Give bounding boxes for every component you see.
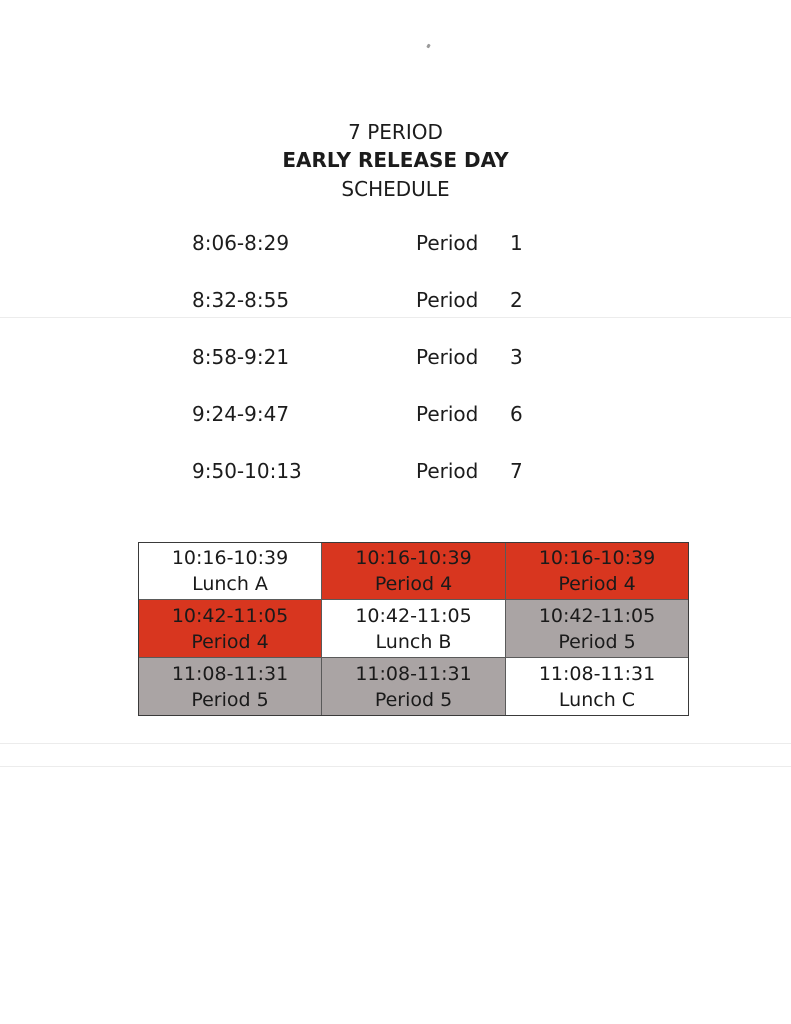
lunch-cell-text: Lunch B [375,630,452,653]
title-early-release: EARLY RELEASE DAY [282,148,509,172]
schedule-label: Period [416,345,479,369]
lunch-cell-time: 10:42-11:05 [355,604,472,627]
lunch-cell-time: 10:16-10:39 [355,547,472,569]
schedule-label: Period [416,288,479,312]
lunch-cell [139,543,322,600]
scan-line [0,317,791,318]
lunch-cell [506,543,688,600]
lunch-cell-text: Period 5 [374,688,453,711]
schedule-period-number: 7 [510,459,523,483]
lunch-cell [139,658,322,715]
lunch-cell-time: 11:08-11:31 [538,662,656,685]
lunch-cell-text: Period 5 [558,630,636,653]
lunch-schedule-table [138,542,689,716]
lunch-cell-time: 10:16-10:39 [171,547,289,569]
schedule-label: Period [416,402,479,426]
schedule-label: Period [416,459,479,483]
schedule-row [0,457,791,485]
schedule-time: 8:32-8:55 [192,288,290,312]
lunch-cell [322,543,506,600]
lunch-cell-text: Period 4 [558,573,636,595]
title-period-count: 7 PERIOD [348,120,443,144]
schedule-time: 9:50-10:13 [192,459,302,483]
schedule-row [0,400,791,428]
schedule-row [0,286,791,314]
lunch-cell-time: 10:16-10:39 [538,547,656,569]
schedule-period-number: 6 [510,402,523,426]
lunch-cell-text: Lunch C [558,688,636,711]
lunch-cell [322,658,506,715]
scan-speck [426,44,431,49]
lunch-cell-time: 11:08-11:31 [171,662,289,685]
scan-line [0,743,791,744]
lunch-cell-time: 10:42-11:05 [171,604,289,627]
lunch-cell-text: Period 4 [191,630,269,653]
lunch-cell [506,600,688,658]
lunch-cell-text: Lunch A [192,573,268,595]
lunch-cell-text: Period 4 [374,573,453,595]
lunch-cell [506,658,688,715]
schedule-row [0,229,791,257]
lunch-cell-text: Period 5 [191,688,269,711]
schedule-period-number: 1 [510,231,523,255]
schedule-label: Period [416,231,479,255]
lunch-cell-time: 11:08-11:31 [355,662,472,685]
schedule-time: 8:06-8:29 [192,231,290,255]
lunch-cell [139,600,322,658]
lunch-cell [322,600,506,658]
scan-line [0,766,791,767]
schedule-time: 8:58-9:21 [192,345,290,369]
title-schedule: SCHEDULE [341,177,450,201]
schedule-period-number: 3 [510,345,523,369]
schedule-period-number: 2 [510,288,523,312]
lunch-cell-time: 10:42-11:05 [538,604,656,627]
schedule-time: 9:24-9:47 [192,402,290,426]
schedule-row [0,343,791,371]
